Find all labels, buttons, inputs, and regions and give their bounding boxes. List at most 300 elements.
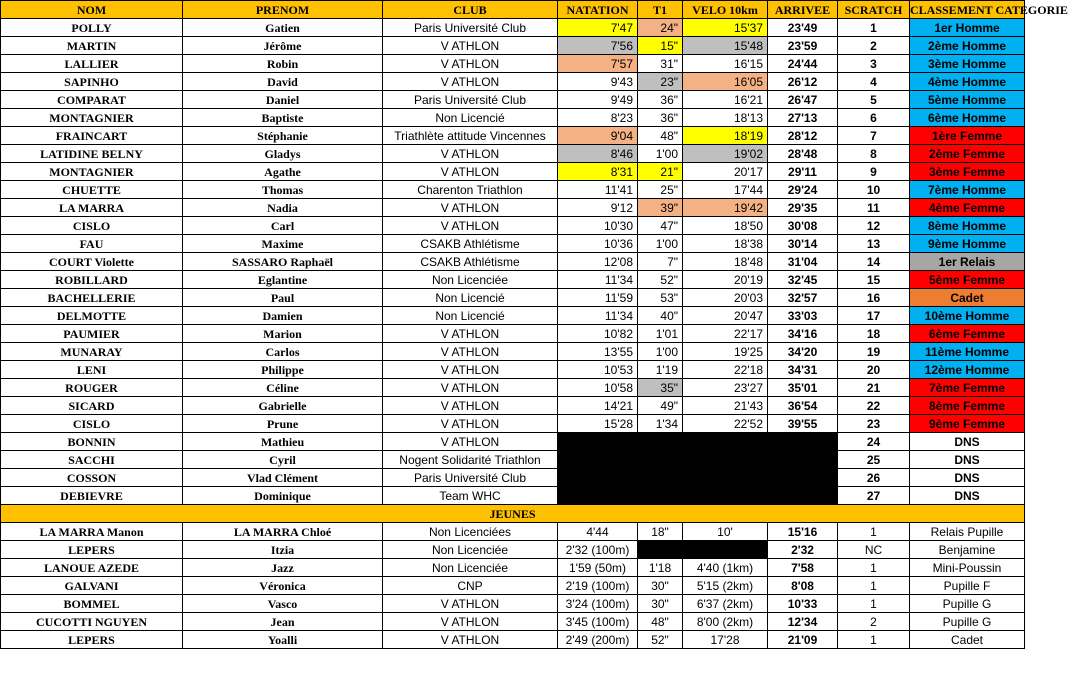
cell-prenom[interactable]: Dominique bbox=[183, 487, 383, 505]
cell-velo[interactable]: 22'18 bbox=[683, 361, 768, 379]
cell-arrivee[interactable]: 34'16 bbox=[768, 325, 838, 343]
cell-arrivee[interactable]: 12'34 bbox=[768, 613, 838, 631]
cell-nom[interactable]: SICARD bbox=[1, 397, 183, 415]
cell-scratch[interactable]: 1 bbox=[838, 523, 910, 541]
cell-arrivee[interactable]: 23'59 bbox=[768, 37, 838, 55]
cell-t1[interactable]: 36" bbox=[638, 91, 683, 109]
cell-natation[interactable]: 11'59 bbox=[558, 289, 638, 307]
cell-scratch[interactable]: 10 bbox=[838, 181, 910, 199]
cell-natation[interactable]: 8'31 bbox=[558, 163, 638, 181]
cell-natation[interactable]: 2'32 (100m) bbox=[558, 541, 638, 559]
cell-classement[interactable]: 9ème Femme bbox=[910, 415, 1025, 433]
cell-nom[interactable]: ROUGER bbox=[1, 379, 183, 397]
cell-arrivee[interactable]: 27'13 bbox=[768, 109, 838, 127]
col-header-club[interactable]: CLUB bbox=[383, 1, 558, 19]
cell-club[interactable]: Charenton Triathlon bbox=[383, 181, 558, 199]
cell-prenom[interactable]: Mathieu bbox=[183, 433, 383, 451]
cell-t1[interactable]: 1'34 bbox=[638, 415, 683, 433]
cell-classement[interactable]: 7ème Homme bbox=[910, 181, 1025, 199]
col-header-natation[interactable]: NATATION bbox=[558, 1, 638, 19]
cell-scratch[interactable]: 4 bbox=[838, 73, 910, 91]
cell-classement[interactable]: Relais Pupille bbox=[910, 523, 1025, 541]
cell-natation[interactable]: 9'12 bbox=[558, 199, 638, 217]
cell-natation[interactable]: 11'34 bbox=[558, 307, 638, 325]
cell-nom[interactable]: LEPERS bbox=[1, 631, 183, 649]
cell-velo[interactable]: 20'47 bbox=[683, 307, 768, 325]
cell-club[interactable]: V ATHLON bbox=[383, 361, 558, 379]
cell-arrivee[interactable]: 33'03 bbox=[768, 307, 838, 325]
cell-club[interactable]: Non Licenciées bbox=[383, 523, 558, 541]
cell-scratch[interactable]: 12 bbox=[838, 217, 910, 235]
cell-prenom[interactable]: Jean bbox=[183, 613, 383, 631]
cell-club[interactable]: V ATHLON bbox=[383, 343, 558, 361]
cell-t1[interactable]: 52" bbox=[638, 271, 683, 289]
cell-prenom[interactable]: Eglantine bbox=[183, 271, 383, 289]
cell-classement[interactable]: Pupille F bbox=[910, 577, 1025, 595]
cell-arrivee[interactable]: 21'09 bbox=[768, 631, 838, 649]
col-header-t1[interactable]: T1 bbox=[638, 1, 683, 19]
cell-natation[interactable]: 1'59 (50m) bbox=[558, 559, 638, 577]
cell-t1[interactable]: 48" bbox=[638, 613, 683, 631]
cell-prenom[interactable]: Yoalli bbox=[183, 631, 383, 649]
cell-scratch[interactable]: 22 bbox=[838, 397, 910, 415]
cell-scratch[interactable]: 11 bbox=[838, 199, 910, 217]
cell-velo[interactable]: 19'42 bbox=[683, 199, 768, 217]
cell-t1[interactable]: 18" bbox=[638, 523, 683, 541]
cell-club[interactable]: V ATHLON bbox=[383, 325, 558, 343]
cell-club[interactable]: V ATHLON bbox=[383, 55, 558, 73]
cell-classement[interactable]: 6ème Homme bbox=[910, 109, 1025, 127]
cell-classement[interactable]: Cadet bbox=[910, 631, 1025, 649]
cell-club[interactable]: Paris Université Club bbox=[383, 469, 558, 487]
cell-prenom[interactable]: LA MARRA Chloé bbox=[183, 523, 383, 541]
cell-scratch[interactable]: 1 bbox=[838, 559, 910, 577]
cell-arrivee[interactable]: 36'54 bbox=[768, 397, 838, 415]
cell-natation[interactable]: 10'30 bbox=[558, 217, 638, 235]
cell-nom[interactable]: LA MARRA Manon bbox=[1, 523, 183, 541]
cell-nom[interactable]: LEPERS bbox=[1, 541, 183, 559]
cell-arrivee[interactable]: 24'44 bbox=[768, 55, 838, 73]
cell-natation[interactable]: 12'08 bbox=[558, 253, 638, 271]
cell-t1[interactable]: 39" bbox=[638, 199, 683, 217]
cell-natation[interactable]: 4'44 bbox=[558, 523, 638, 541]
cell-prenom[interactable]: Daniel bbox=[183, 91, 383, 109]
cell-club[interactable]: V ATHLON bbox=[383, 415, 558, 433]
cell-natation[interactable]: 10'82 bbox=[558, 325, 638, 343]
cell-classement[interactable]: Pupille G bbox=[910, 613, 1025, 631]
cell-classement[interactable]: 9ème Homme bbox=[910, 235, 1025, 253]
cell-classement[interactable]: 8ème Homme bbox=[910, 217, 1025, 235]
cell-club[interactable]: CNP bbox=[383, 577, 558, 595]
cell-arrivee[interactable]: 26'47 bbox=[768, 91, 838, 109]
cell-nom[interactable]: MARTIN bbox=[1, 37, 183, 55]
cell-club[interactable]: V ATHLON bbox=[383, 397, 558, 415]
cell-classement[interactable]: 6ème Femme bbox=[910, 325, 1025, 343]
cell-prenom[interactable]: Stéphanie bbox=[183, 127, 383, 145]
cell-classement[interactable]: DNS bbox=[910, 433, 1025, 451]
cell-classement[interactable]: Benjamine bbox=[910, 541, 1025, 559]
cell-club[interactable]: V ATHLON bbox=[383, 217, 558, 235]
cell-scratch[interactable]: 5 bbox=[838, 91, 910, 109]
cell-club[interactable]: V ATHLON bbox=[383, 73, 558, 91]
cell-scratch[interactable]: NC bbox=[838, 541, 910, 559]
cell-nom[interactable]: FAU bbox=[1, 235, 183, 253]
cell-prenom[interactable]: Itzia bbox=[183, 541, 383, 559]
cell-scratch[interactable]: 1 bbox=[838, 19, 910, 37]
cell-natation[interactable]: 2'49 (200m) bbox=[558, 631, 638, 649]
cell-natation[interactable]: 9'49 bbox=[558, 91, 638, 109]
cell-scratch[interactable]: 1 bbox=[838, 631, 910, 649]
cell-t1[interactable]: 47" bbox=[638, 217, 683, 235]
cell-scratch[interactable]: 3 bbox=[838, 55, 910, 73]
cell-club[interactable]: V ATHLON bbox=[383, 199, 558, 217]
cell-natation[interactable]: 10'36 bbox=[558, 235, 638, 253]
cell-nom[interactable]: ROBILLARD bbox=[1, 271, 183, 289]
cell-t1[interactable]: 35" bbox=[638, 379, 683, 397]
cell-club[interactable]: CSAKB Athlétisme bbox=[383, 253, 558, 271]
cell-nom[interactable]: BACHELLERIE bbox=[1, 289, 183, 307]
cell-prenom[interactable]: Vlad Clément bbox=[183, 469, 383, 487]
cell-prenom[interactable]: Céline bbox=[183, 379, 383, 397]
cell-club[interactable]: CSAKB Athlétisme bbox=[383, 235, 558, 253]
cell-velo[interactable]: 10' bbox=[683, 523, 768, 541]
cell-velo[interactable]: 22'52 bbox=[683, 415, 768, 433]
cell-natation[interactable]: 7'47 bbox=[558, 19, 638, 37]
cell-scratch[interactable]: 1 bbox=[838, 595, 910, 613]
cell-t1[interactable]: 31" bbox=[638, 55, 683, 73]
cell-classement[interactable]: 1ère Femme bbox=[910, 127, 1025, 145]
cell-t1[interactable]: 1'00 bbox=[638, 343, 683, 361]
cell-arrivee[interactable]: 10'33 bbox=[768, 595, 838, 613]
cell-t1[interactable]: 23" bbox=[638, 73, 683, 91]
cell-natation[interactable]: 10'58 bbox=[558, 379, 638, 397]
cell-nom[interactable]: COURT Violette bbox=[1, 253, 183, 271]
cell-club[interactable]: V ATHLON bbox=[383, 433, 558, 451]
cell-t1[interactable]: 15" bbox=[638, 37, 683, 55]
cell-nom[interactable]: LENI bbox=[1, 361, 183, 379]
cell-scratch[interactable]: 19 bbox=[838, 343, 910, 361]
cell-arrivee[interactable]: 31'04 bbox=[768, 253, 838, 271]
cell-nom[interactable]: BOMMEL bbox=[1, 595, 183, 613]
cell-classement[interactable]: 2ème Femme bbox=[910, 145, 1025, 163]
col-header-scratch[interactable]: SCRATCH bbox=[838, 1, 910, 19]
cell-nom[interactable]: LANOUE AZEDE bbox=[1, 559, 183, 577]
cell-prenom[interactable]: Jazz bbox=[183, 559, 383, 577]
cell-prenom[interactable]: Carl bbox=[183, 217, 383, 235]
cell-club[interactable]: Non Licenciée bbox=[383, 541, 558, 559]
cell-velo[interactable]: 17'44 bbox=[683, 181, 768, 199]
cell-prenom[interactable]: Philippe bbox=[183, 361, 383, 379]
cell-arrivee[interactable]: 29'35 bbox=[768, 199, 838, 217]
cell-classement[interactable]: 7ème Femme bbox=[910, 379, 1025, 397]
cell-prenom[interactable]: Cyril bbox=[183, 451, 383, 469]
cell-classement[interactable]: 5ème Homme bbox=[910, 91, 1025, 109]
cell-velo[interactable]: 16'15 bbox=[683, 55, 768, 73]
cell-nom[interactable]: GALVANI bbox=[1, 577, 183, 595]
cell-arrivee[interactable]: 26'12 bbox=[768, 73, 838, 91]
cell-velo[interactable]: 19'25 bbox=[683, 343, 768, 361]
cell-prenom[interactable]: Véronica bbox=[183, 577, 383, 595]
cell-arrivee[interactable]: 29'11 bbox=[768, 163, 838, 181]
cell-prenom[interactable]: Jérôme bbox=[183, 37, 383, 55]
cell-club[interactable]: V ATHLON bbox=[383, 37, 558, 55]
cell-scratch[interactable]: 14 bbox=[838, 253, 910, 271]
cell-velo[interactable]: 6'37 (2km) bbox=[683, 595, 768, 613]
cell-scratch[interactable]: 8 bbox=[838, 145, 910, 163]
cell-scratch[interactable]: 20 bbox=[838, 361, 910, 379]
cell-velo[interactable]: 18'13 bbox=[683, 109, 768, 127]
table-row bbox=[1, 379, 1025, 397]
cell-scratch[interactable]: 18 bbox=[838, 325, 910, 343]
cell-nom[interactable]: MONTAGNIER bbox=[1, 109, 183, 127]
cell-arrivee[interactable]: 7'58 bbox=[768, 559, 838, 577]
cell-scratch[interactable]: 27 bbox=[838, 487, 910, 505]
cell-t1[interactable]: 1'01 bbox=[638, 325, 683, 343]
col-header-arrivee[interactable]: ARRIVEE bbox=[768, 1, 838, 19]
cell-velo[interactable]: 22'17 bbox=[683, 325, 768, 343]
cell-nom[interactable]: LATIDINE BELNY bbox=[1, 145, 183, 163]
cell-prenom[interactable]: David bbox=[183, 73, 383, 91]
cell-velo[interactable]: 5'15 (2km) bbox=[683, 577, 768, 595]
cell-scratch[interactable]: 2 bbox=[838, 613, 910, 631]
cell-scratch[interactable]: 26 bbox=[838, 469, 910, 487]
cell-velo[interactable]: 16'21 bbox=[683, 91, 768, 109]
cell-arrivee[interactable]: 34'20 bbox=[768, 343, 838, 361]
cell-nom[interactable]: CISLO bbox=[1, 217, 183, 235]
cell-arrivee[interactable]: 28'48 bbox=[768, 145, 838, 163]
cell-t1[interactable]: 1'18 bbox=[638, 559, 683, 577]
cell-scratch[interactable]: 2 bbox=[838, 37, 910, 55]
cell-t1[interactable]: 30" bbox=[638, 595, 683, 613]
cell-nom[interactable]: LALLIER bbox=[1, 55, 183, 73]
cell-classement[interactable]: 3ème Femme bbox=[910, 163, 1025, 181]
cell-nom[interactable]: LA MARRA bbox=[1, 199, 183, 217]
cell-t1[interactable]: 36" bbox=[638, 109, 683, 127]
cell-club[interactable]: Non Licencié bbox=[383, 289, 558, 307]
table-row bbox=[1, 631, 1025, 649]
cell-natation[interactable]: 7'56 bbox=[558, 37, 638, 55]
cell-scratch[interactable]: 24 bbox=[838, 433, 910, 451]
cell-natation[interactable]: 3'24 (100m) bbox=[558, 595, 638, 613]
cell-natation[interactable]: 8'46 bbox=[558, 145, 638, 163]
cell-nom[interactable]: SACCHI bbox=[1, 451, 183, 469]
cell-classement[interactable]: Pupille G bbox=[910, 595, 1025, 613]
cell-prenom[interactable]: Marion bbox=[183, 325, 383, 343]
cell-arrivee[interactable]: 35'01 bbox=[768, 379, 838, 397]
cell-classement[interactable]: DNS bbox=[910, 451, 1025, 469]
cell-t1[interactable]: 48" bbox=[638, 127, 683, 145]
cell-nom[interactable]: COSSON bbox=[1, 469, 183, 487]
cell-club[interactable]: V ATHLON bbox=[383, 163, 558, 181]
col-header-prenom[interactable]: PRENOM bbox=[183, 1, 383, 19]
cell-arrivee[interactable]: 32'57 bbox=[768, 289, 838, 307]
cell-classement[interactable]: 4ème Homme bbox=[910, 73, 1025, 91]
cell-arrivee[interactable]: 30'14 bbox=[768, 235, 838, 253]
cell-nom[interactable]: FRAINCART bbox=[1, 127, 183, 145]
cell-prenom[interactable]: Prune bbox=[183, 415, 383, 433]
cell-scratch[interactable]: 15 bbox=[838, 271, 910, 289]
cell-t1[interactable]: 53" bbox=[638, 289, 683, 307]
cell-nom[interactable]: DELMOTTE bbox=[1, 307, 183, 325]
col-header-classement[interactable]: CLASSEMENT CATEGORIE bbox=[910, 2, 1068, 17]
cell-arrivee[interactable]: 39'55 bbox=[768, 415, 838, 433]
cell-natation[interactable]: 9'43 bbox=[558, 73, 638, 91]
cell-scratch[interactable]: 7 bbox=[838, 127, 910, 145]
cell-natation[interactable]: 7'57 bbox=[558, 55, 638, 73]
cell-natation[interactable]: 15'28 bbox=[558, 415, 638, 433]
cell-scratch[interactable]: 23 bbox=[838, 415, 910, 433]
cell-classement[interactable]: Cadet bbox=[910, 289, 1025, 307]
cell-prenom[interactable]: Gabrielle bbox=[183, 397, 383, 415]
cell-classement[interactable]: DNS bbox=[910, 469, 1025, 487]
cell-nom[interactable]: MONTAGNIER bbox=[1, 163, 183, 181]
cell-natation[interactable]: 14'21 bbox=[558, 397, 638, 415]
cell-scratch[interactable]: 6 bbox=[838, 109, 910, 127]
cell-scratch[interactable]: 1 bbox=[838, 577, 910, 595]
cell-velo[interactable]: 18'19 bbox=[683, 127, 768, 145]
cell-natation[interactable]: 8'23 bbox=[558, 109, 638, 127]
cell-prenom[interactable]: Gatien bbox=[183, 19, 383, 37]
cell-prenom[interactable]: Agathe bbox=[183, 163, 383, 181]
cell-velo[interactable]: 20'19 bbox=[683, 271, 768, 289]
cell-nom[interactable]: DEBIEVRE bbox=[1, 487, 183, 505]
cell-scratch[interactable]: 25 bbox=[838, 451, 910, 469]
cell-prenom[interactable]: Thomas bbox=[183, 181, 383, 199]
cell-t1[interactable]: 7" bbox=[638, 253, 683, 271]
cell-t1[interactable]: 21" bbox=[638, 163, 683, 181]
cell-arrivee[interactable]: 34'31 bbox=[768, 361, 838, 379]
cell-velo[interactable]: 20'03 bbox=[683, 289, 768, 307]
cell-velo[interactable]: 18'48 bbox=[683, 253, 768, 271]
cell-club[interactable]: Paris Université Club bbox=[383, 19, 558, 37]
cell-nom[interactable]: COMPARAT bbox=[1, 91, 183, 109]
cell-arrivee[interactable]: 30'08 bbox=[768, 217, 838, 235]
cell-prenom[interactable]: Carlos bbox=[183, 343, 383, 361]
cell-arrivee[interactable]: 29'24 bbox=[768, 181, 838, 199]
cell-nom[interactable]: CHUETTE bbox=[1, 181, 183, 199]
cell-club[interactable]: Non Licenciée bbox=[383, 559, 558, 577]
table-row bbox=[1, 361, 1025, 379]
cell-prenom[interactable]: SASSARO Raphaël bbox=[183, 253, 383, 271]
cell-club[interactable]: Nogent Solidarité Triathlon bbox=[383, 451, 558, 469]
cell-velo[interactable]: 8'00 (2km) bbox=[683, 613, 768, 631]
cell-t1[interactable]: 1'00 bbox=[638, 235, 683, 253]
cell-arrivee[interactable]: 8'08 bbox=[768, 577, 838, 595]
cell-velo[interactable]: 20'17 bbox=[683, 163, 768, 181]
col-header-nom[interactable]: NOM bbox=[1, 1, 183, 19]
cell-scratch[interactable]: 13 bbox=[838, 235, 910, 253]
cell-prenom[interactable]: Baptiste bbox=[183, 109, 383, 127]
cell-velo[interactable]: 19'02 bbox=[683, 145, 768, 163]
cell-velo[interactable]: 15'48 bbox=[683, 37, 768, 55]
cell-t1[interactable]: 1'19 bbox=[638, 361, 683, 379]
cell-nom[interactable]: CISLO bbox=[1, 415, 183, 433]
cell-prenom[interactable]: Paul bbox=[183, 289, 383, 307]
cell-club[interactable]: V ATHLON bbox=[383, 379, 558, 397]
cell-arrivee[interactable]: 28'12 bbox=[768, 127, 838, 145]
cell-nom[interactable]: CUCOTTI NGUYEN bbox=[1, 613, 183, 631]
cell-natation[interactable]: 3'45 (100m) bbox=[558, 613, 638, 631]
cell-t1[interactable]: 40" bbox=[638, 307, 683, 325]
cell-arrivee[interactable]: 23'49 bbox=[768, 19, 838, 37]
cell-velo[interactable]: 15'37 bbox=[683, 19, 768, 37]
cell-arrivee[interactable]: 32'45 bbox=[768, 271, 838, 289]
cell-t1[interactable]: 25" bbox=[638, 181, 683, 199]
cell-club[interactable]: Non Licencié bbox=[383, 307, 558, 325]
cell-club[interactable]: Non Licenciée bbox=[383, 271, 558, 289]
cell-t1[interactable]: 1'00 bbox=[638, 145, 683, 163]
cell-natation[interactable]: 11'34 bbox=[558, 271, 638, 289]
cell-velo[interactable]: 16'05 bbox=[683, 73, 768, 91]
cell-nom[interactable]: PAUMIER bbox=[1, 325, 183, 343]
cell-t1[interactable]: 52" bbox=[638, 631, 683, 649]
cell-classement[interactable]: 2ème Homme bbox=[910, 37, 1025, 55]
cell-classement[interactable]: 3ème Homme bbox=[910, 55, 1025, 73]
cell-club[interactable]: V ATHLON bbox=[383, 631, 558, 649]
cell-club[interactable]: Team WHC bbox=[383, 487, 558, 505]
cell-nom[interactable]: SAPINHO bbox=[1, 73, 183, 91]
cell-prenom[interactable]: Damien bbox=[183, 307, 383, 325]
cell-classement[interactable]: 1er Homme bbox=[910, 19, 1025, 37]
cell-scratch[interactable]: 17 bbox=[838, 307, 910, 325]
cell-club[interactable]: V ATHLON bbox=[383, 145, 558, 163]
cell-classement[interactable]: 10ème Homme bbox=[910, 307, 1025, 325]
cell-velo[interactable]: 17'28 bbox=[683, 631, 768, 649]
cell-t1[interactable]: 24" bbox=[638, 19, 683, 37]
cell-natation[interactable]: 11'41 bbox=[558, 181, 638, 199]
cell-classement[interactable]: 12ème Homme bbox=[910, 361, 1025, 379]
cell-velo[interactable]: 21'43 bbox=[683, 397, 768, 415]
cell-club[interactable]: Paris Université Club bbox=[383, 91, 558, 109]
cell-prenom[interactable]: Maxime bbox=[183, 235, 383, 253]
cell-scratch[interactable]: 16 bbox=[838, 289, 910, 307]
cell-t1[interactable]: 49" bbox=[638, 397, 683, 415]
cell-nom[interactable]: MUNARAY bbox=[1, 343, 183, 361]
cell-club[interactable]: V ATHLON bbox=[383, 595, 558, 613]
cell-prenom[interactable]: Nadia bbox=[183, 199, 383, 217]
cell-velo[interactable]: 23'27 bbox=[683, 379, 768, 397]
cell-prenom[interactable]: Gladys bbox=[183, 145, 383, 163]
cell-t1[interactable]: 30" bbox=[638, 577, 683, 595]
cell-arrivee[interactable]: 2'32 bbox=[768, 541, 838, 559]
cell-velo[interactable]: 4'40 (1km) bbox=[683, 559, 768, 577]
cell-natation[interactable]: 2'19 (100m) bbox=[558, 577, 638, 595]
cell-club[interactable]: Triathlète attitude Vincennes bbox=[383, 127, 558, 145]
cell-classement[interactable]: 11ème Homme bbox=[910, 343, 1025, 361]
col-header-velo[interactable]: VELO 10km bbox=[683, 1, 768, 19]
cell-prenom[interactable]: Robin bbox=[183, 55, 383, 73]
cell-club[interactable]: V ATHLON bbox=[383, 613, 558, 631]
cell-club[interactable]: Non Licencié bbox=[383, 109, 558, 127]
cell-nom[interactable]: POLLY bbox=[1, 19, 183, 37]
cell-velo[interactable]: 18'50 bbox=[683, 217, 768, 235]
cell-classement[interactable]: 8ème Femme bbox=[910, 397, 1025, 415]
cell-nom[interactable]: BONNIN bbox=[1, 433, 183, 451]
cell-classement[interactable]: Mini-Poussin bbox=[910, 559, 1025, 577]
cell-scratch[interactable]: 21 bbox=[838, 379, 910, 397]
cell-classement[interactable]: 5ème Femme bbox=[910, 271, 1025, 289]
cell-arrivee[interactable]: 15'16 bbox=[768, 523, 838, 541]
cell-natation[interactable]: 10'53 bbox=[558, 361, 638, 379]
cell-velo[interactable]: 18'38 bbox=[683, 235, 768, 253]
cell-scratch[interactable]: 9 bbox=[838, 163, 910, 181]
cell-natation[interactable]: 9'04 bbox=[558, 127, 638, 145]
cell-classement[interactable]: DNS bbox=[910, 487, 1025, 505]
cell-natation[interactable]: 13'55 bbox=[558, 343, 638, 361]
cell-prenom[interactable]: Vasco bbox=[183, 595, 383, 613]
cell-classement[interactable]: 4ème Femme bbox=[910, 199, 1025, 217]
cell-classement[interactable]: 1er Relais bbox=[910, 253, 1025, 271]
